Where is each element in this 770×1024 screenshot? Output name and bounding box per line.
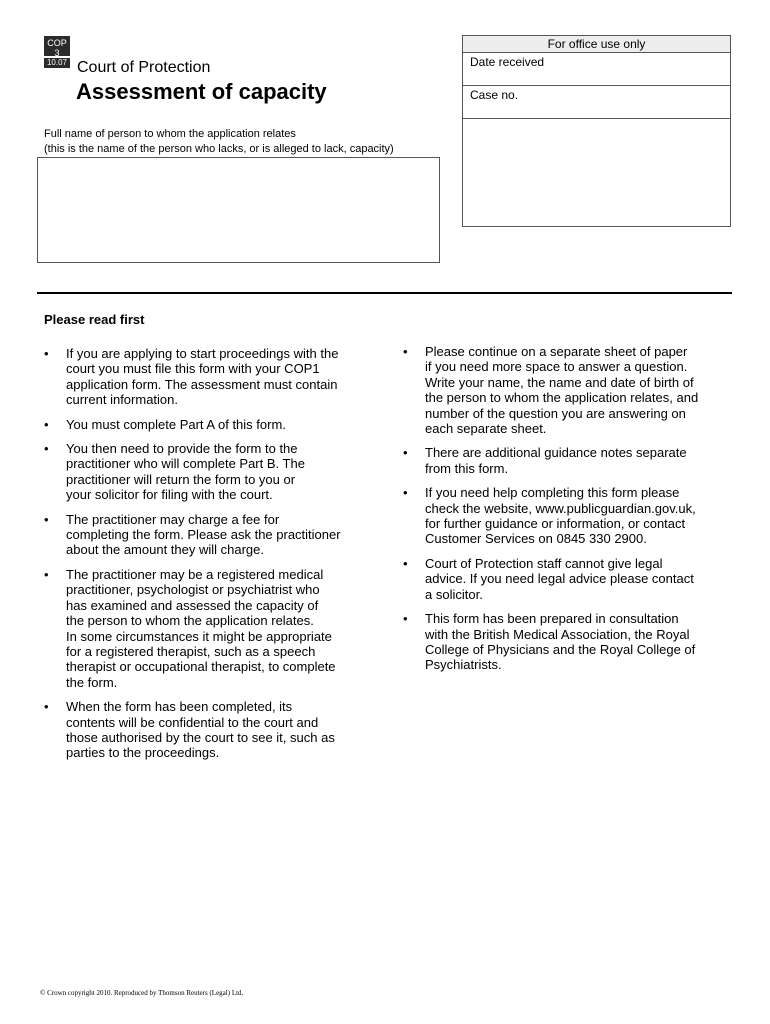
case-no-field bbox=[463, 86, 730, 119]
instruction-text: You must complete Part A of this form. bbox=[66, 416, 286, 432]
instruction-item bbox=[44, 441, 374, 503]
bullet-icon: • bbox=[44, 511, 49, 527]
office-use-box bbox=[462, 35, 731, 227]
full-name-input[interactable] bbox=[37, 157, 440, 263]
form-code-text: COP bbox=[47, 38, 67, 48]
court-name: Court of Protection bbox=[77, 59, 211, 76]
bullet-icon: • bbox=[44, 566, 49, 582]
instruction-item bbox=[403, 556, 733, 602]
bullet-icon: • bbox=[44, 699, 49, 715]
instruction-item bbox=[44, 512, 374, 558]
instruction-text: If you need help completing this form please check the website, www.publicguardian.gov.uk, for further guidance or information, or contact Customer Services on 0845 330 2900. bbox=[425, 485, 696, 547]
instructions-right-column bbox=[403, 344, 733, 682]
form-number-text: 3 bbox=[54, 48, 60, 58]
instruction-text: This form has been prepared in consultation with the British Medical Association, the Royal College of Physicians and the Royal College of Psychiatrists. bbox=[425, 611, 696, 673]
bullet-icon: • bbox=[403, 555, 408, 571]
case-no-label: Case no. bbox=[470, 88, 519, 102]
instruction-item bbox=[44, 417, 374, 432]
full-name-label bbox=[44, 127, 394, 157]
copyright-notice: © Crown copyright 2010. Reproduced by Thomson Reuters (Legal) Ltd. bbox=[40, 989, 244, 997]
form-version-date: 10.07 bbox=[44, 58, 70, 68]
instruction-text: The practitioner may charge a fee for completing the form. Please ask the practitioner about the amount they will charge. bbox=[66, 511, 341, 558]
instruction-item bbox=[403, 611, 733, 673]
instruction-item bbox=[403, 485, 733, 547]
instruction-item bbox=[403, 445, 733, 476]
page-title: Assessment of capacity bbox=[76, 79, 327, 104]
bullet-icon: • bbox=[44, 416, 49, 432]
instruction-item bbox=[403, 344, 733, 436]
office-use-heading: For office use only bbox=[463, 36, 730, 53]
bullet-icon: • bbox=[403, 611, 408, 627]
please-read-first-heading: Please read first bbox=[44, 312, 145, 327]
full-name-label-line1: Full name of person to whom the application relates bbox=[44, 128, 296, 140]
bullet-icon: • bbox=[403, 485, 408, 501]
date-received-label: Date received bbox=[470, 55, 545, 69]
instructions-left-column bbox=[44, 346, 374, 770]
instruction-text: Court of Protection staff cannot give legal advice. If you need legal advice please contact a solicitor. bbox=[425, 555, 694, 602]
instruction-item bbox=[44, 567, 374, 690]
instruction-item bbox=[44, 346, 374, 408]
instruction-text: When the form has been completed, its contents will be confidential to the court and those authorised by the court to see it, such as parties to the proceedings. bbox=[66, 699, 335, 761]
bullet-icon: • bbox=[403, 344, 408, 359]
form-code-label bbox=[44, 36, 70, 56]
full-name-label-line2: (this is the name of the person who lacks, or is alleged to lack, capacity) bbox=[44, 143, 394, 155]
instruction-text: If you are applying to start proceedings with the court you must file this form with your COP1 application form. The assessment must contain current information. bbox=[66, 346, 339, 408]
form-code-badge bbox=[44, 36, 70, 68]
section-divider bbox=[37, 292, 732, 294]
bullet-icon: • bbox=[44, 441, 49, 457]
instruction-text: You then need to provide the form to the practitioner who will complete Part B. The practitioner will return the form to you or your solicitor for filing with the court. bbox=[66, 441, 305, 503]
instruction-text: Please continue on a separate sheet of paper if you need more space to answer a question. Write your name, the name and date of birth of the person to whom the application relates, and number of the question you are answering on each separate sheet. bbox=[425, 344, 699, 437]
instruction-item bbox=[44, 699, 374, 761]
bullet-icon: • bbox=[44, 346, 49, 361]
instruction-text: The practitioner may be a registered medical practitioner, psychologist or psychiatrist who has examined and assessed the capacity of the person to whom the application relates. In some circumstances it might be appropriate for a registered therapist, such as a speech therapist or occupational therapist, to complete the form. bbox=[66, 566, 336, 690]
bullet-icon: • bbox=[403, 445, 408, 461]
instruction-text: There are additional guidance notes separate from this form. bbox=[425, 445, 687, 476]
date-received-field bbox=[463, 53, 730, 86]
